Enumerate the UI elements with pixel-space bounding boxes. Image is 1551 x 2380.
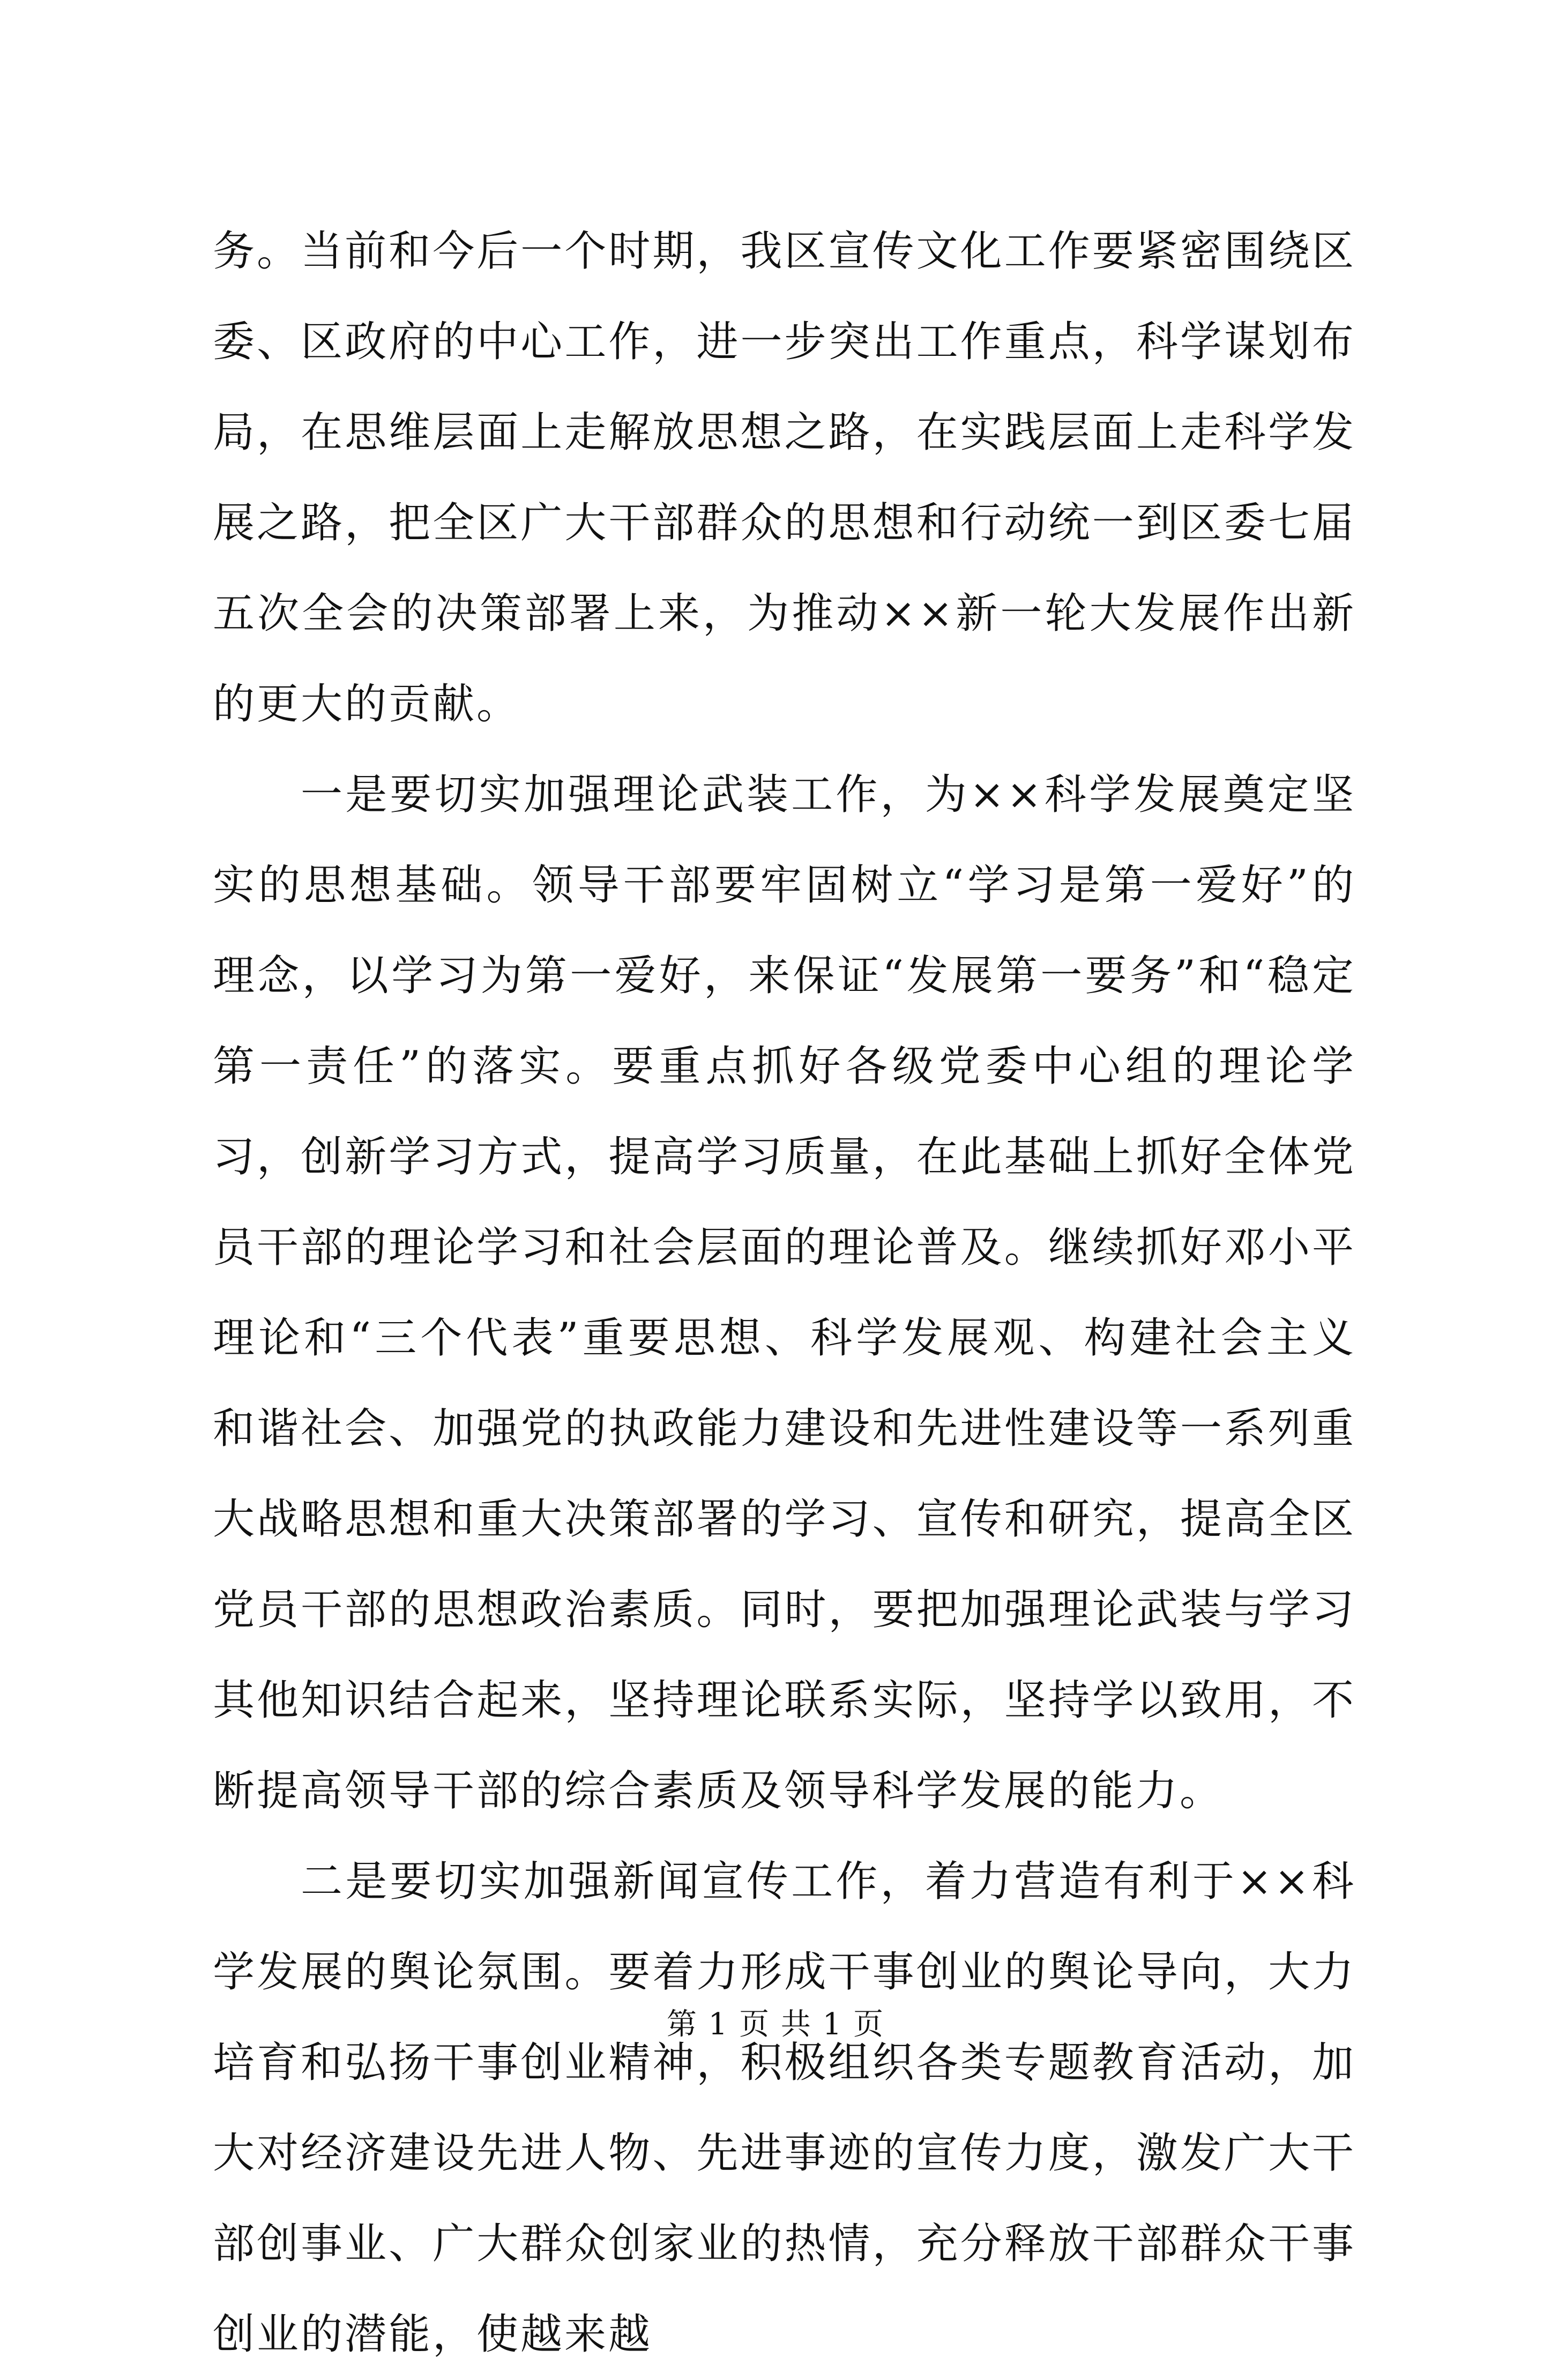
page-footer: 第 1 页 共 1 页 xyxy=(666,2007,885,2042)
paragraph-continuation: 务。当前和今后一个时期，我区宣传文化工作要紧密围绕区委、区政府的中心工作，进一步突出工作重点，科学谋划布局，在思维层面上走解放思想之路，在实践层面上走科学发展之路，把全区广大干部群众的思想和行动统一到区委七届五次全会的决策部署上来，为推动××新一轮大发展作出新的更大的贡献。 xyxy=(213,227,1356,728)
paragraph-theory-arming: 一是要切实加强理论武装工作，为××科学发展奠定坚实的思想基础。领导干部要牢固树立“学习是第一爱好”的理念，以学习为第一爱好，来保证“发展第一要务”和“稳定第一责任”的落实。要重点抓好各级党委中心组的理论学习，创新学习方式，提高学习质量，在此基础上抓好全体党员干部的理论学习和社会层面的理论普及。继续抓好邓小平理论和“三个代表”重要思想、科学发展观、构建社会主义和谐社会、加强党的执政能力建设和先进性建设等一系列重大战略思想和重大决策部署的学习、宣传和研究，提高全区党员干部的思想政治素质。同时，要把加强理论武装与学习其他知识结合起来，坚持理论联系实际，坚持学以致用，不断提高领导干部的综合素质及领导科学发展的能力。 xyxy=(213,771,1356,1815)
paragraph-news-publicity: 二是要切实加强新闻宣传工作，着力营造有利于××科学发展的舆论氛围。要着力形成干事创业的舆论导向，大力培育和弘扬干事创业精神，积极组织各类专题教育活动，加大对经济建设先进人物、先进事迹的宣传力度，激发广大干部创事业、广大群众创家业的热情，充分释放干部群众干事创业的潜能，使越来越 xyxy=(213,1857,1356,2359)
body-text xyxy=(213,206,1356,2380)
